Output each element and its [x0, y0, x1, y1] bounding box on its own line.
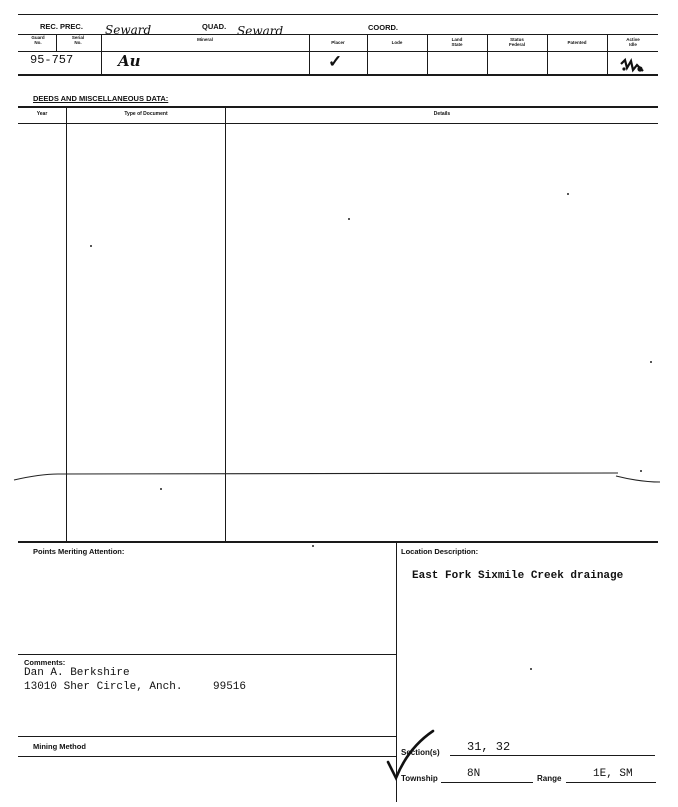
range-value: 1E, SM [593, 768, 633, 780]
deeds-col-year: Year [36, 111, 48, 117]
claim-col-sep [367, 34, 368, 74]
location-description-label: Location Description: [401, 547, 479, 556]
scan-artifact-line [0, 460, 678, 490]
deeds-header-top [18, 106, 658, 108]
lower-section-top [18, 541, 658, 543]
mining-method-label: Mining Method [33, 742, 86, 751]
claim-col-sep [309, 34, 310, 74]
points-meriting-attention-label: Points Meriting Attention: [33, 547, 125, 556]
col-placer: Placer [331, 40, 345, 45]
guard-no-value: 95-757 [30, 53, 74, 67]
placer-checkmark: ✓ [328, 52, 343, 72]
township-label: Township [401, 774, 438, 783]
coord-label: COORD. [368, 23, 398, 32]
section-underline [450, 755, 655, 756]
col-patented: Patented [567, 40, 587, 45]
scan-speck [640, 470, 642, 472]
top-rule [18, 14, 658, 15]
township-underline [441, 782, 533, 783]
header-rule-1 [18, 34, 658, 35]
claim-col-sep [427, 34, 428, 74]
comments-line-2: 13010 Sher Circle, Anch. [24, 681, 183, 693]
location-description-value: East Fork Sixmile Creek drainage [412, 570, 624, 582]
col-serial-no: Serial No. [71, 35, 85, 45]
deeds-col-details: Details [433, 111, 451, 117]
scan-speck [650, 361, 652, 363]
deeds-header-bottom [18, 123, 658, 124]
scan-speck [160, 488, 162, 490]
col-lode: Lode [391, 40, 403, 45]
township-value: 8N [467, 768, 481, 780]
quad-value: Seward [237, 24, 284, 38]
mineral-value: Au [118, 52, 141, 70]
col-status-federal: Status Federal [508, 37, 525, 47]
claim-table-bottom [18, 74, 658, 76]
range-underline [566, 782, 656, 783]
comments-bottom-rule [18, 736, 396, 737]
rec-prec-value: Seward [105, 23, 152, 37]
col-mineral: Mineral [197, 37, 213, 42]
rec-prec-label: REC. PREC. [40, 22, 83, 31]
comments-zip: 99516 [213, 681, 247, 693]
col-land-state: Land State [451, 37, 463, 47]
points-bottom-rule [18, 654, 396, 655]
quad-label: QUAD. [202, 22, 227, 31]
deeds-col-type: Type of Document [124, 111, 168, 117]
col-active-idle: Active Idle [626, 37, 640, 47]
comments-label: Comments: [24, 658, 66, 667]
claim-col-sep [547, 34, 548, 74]
scan-speck [567, 193, 569, 195]
scan-speck [348, 218, 350, 220]
col-guard-no: Guard No. [31, 35, 45, 45]
range-label: Range [537, 774, 562, 783]
section-value: 31, 32 [467, 740, 511, 754]
deeds-section-title: DEEDS AND MISCELLANEOUS DATA: [33, 94, 169, 103]
active-idle-scribble-icon [618, 56, 646, 76]
section-label: Section(s) [401, 748, 440, 757]
claim-col-sep [487, 34, 488, 74]
mining-method-rule [18, 756, 396, 757]
scan-speck [90, 245, 92, 247]
claim-col-sep [607, 34, 608, 74]
claim-col-sep [101, 34, 102, 74]
scan-speck [312, 545, 314, 547]
claim-col-sep [56, 34, 57, 52]
scan-speck [530, 668, 532, 670]
comments-line-1: Dan A. Berkshire [24, 667, 130, 679]
